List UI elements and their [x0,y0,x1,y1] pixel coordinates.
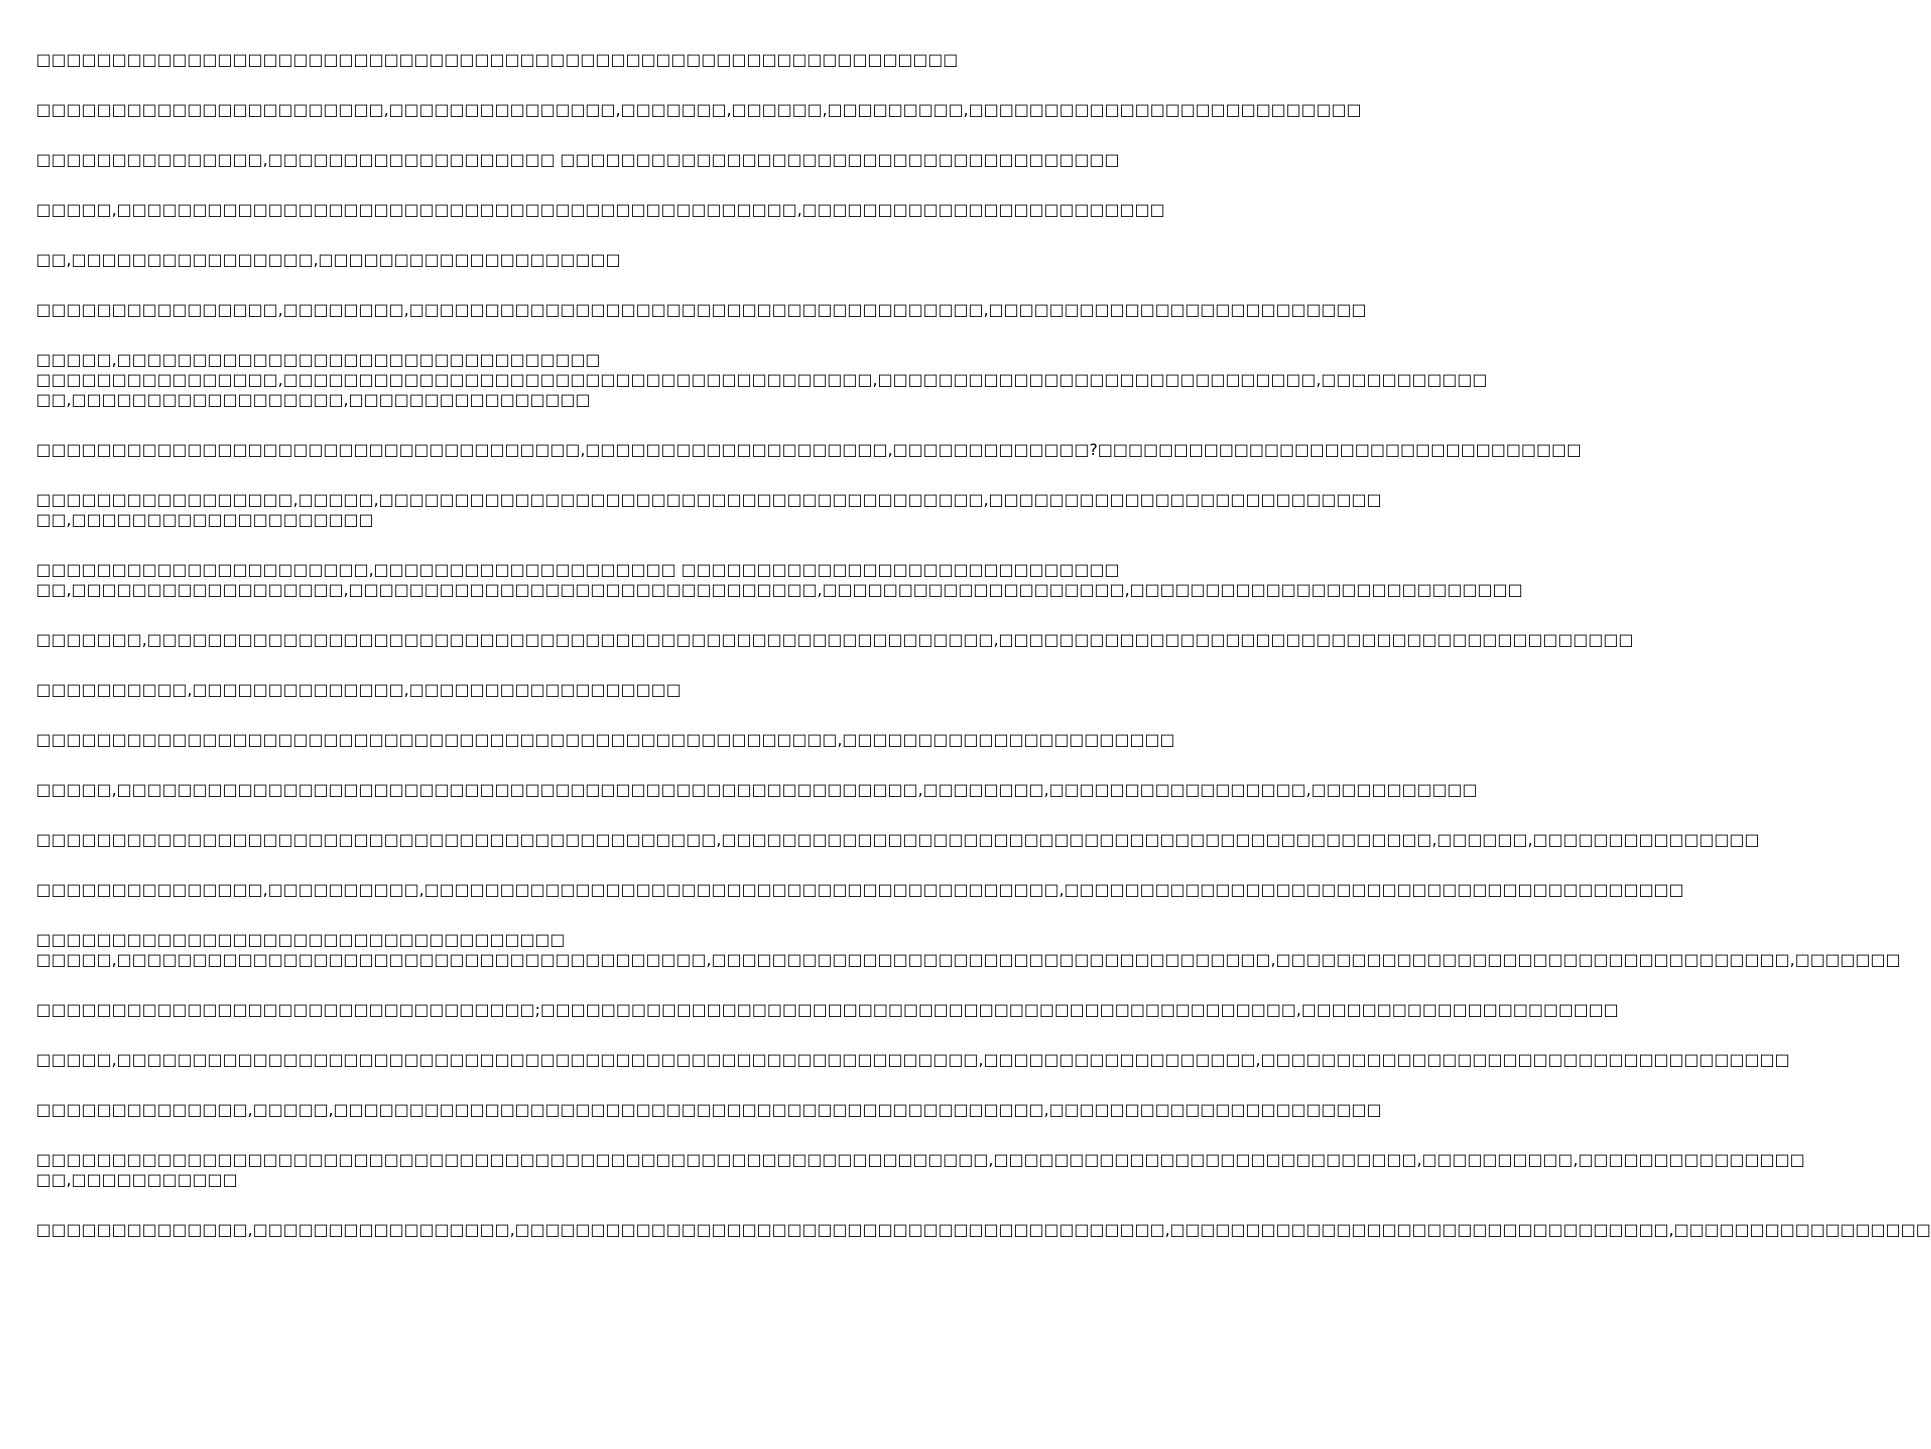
text-line: □□,□□□□□□□□□□□□□□□□□□,□□□□□□□□□□□□□□□□ [36,390,591,409]
text-paragraph [36,300,1367,320]
text-line: □□□□□,□□□□□□□□□□□□□□□□□□□□□□□□□□□□□□□□□□□□□□□□□□□□□,□□□□□□□□□□□□□□□□□□□□□□□□ [36,200,1165,219]
text-paragraph [36,50,990,70]
text-paragraph [36,1000,1619,1020]
text-line: □□,□□□□□□□□□□□□□□□□□□□□ [36,510,374,529]
text-line: □□,□□□□□□□□□□□□□□□□,□□□□□□□□□□□□□□□□□□□□ [36,250,621,269]
text-paragraph [36,880,1684,900]
text-line: □□□□□□□□□□□□□□□□□□□□□□□□□□□□□□□□□;□□□□□□□□□□□□□□□□□□□□□□□□□□□□□□□□□□□□□□□□□□□□□□□□□□,□□□□□□□□□□□□□□□□□□□□□ [36,1000,1619,1019]
text-line: □□□□□,□□□□□□□□□□□□□□□□□□□□□□□□□□□□□□□□ [36,350,601,369]
text-paragraph [36,830,1760,850]
text-line: □□□□□,□□□□□□□□□□□□□□□□□□□□□□□□□□□□□□□□□□□□□□□□□□□□□□□□□□□□□,□□□□□□□□,□□□□□□□□□□□□□□□□□,□□□□□□□□□□□ [36,780,1478,799]
text-line: □□□□□□□□□□□□□□□□□□□□□□□□□□□□□□□□□□□ [36,930,566,949]
text-paragraph [36,560,1523,600]
text-line: □□□□□□□□□□□□□□□□□□□□□□□□□□□□□□□□□□□□□□□□□□□□□□□□□□□□□□□□□□□□□□□,□□□□□□□□□□□□□□□□□□□□□□□□□□□□,□□□□□□□□□□,□□□□□□□□□□□□□□□ [36,1150,1805,1169]
text-line: □□□□□□□□□□□□□□□□□□□□□□□,□□□□□□□□□□□□□□□,□□□□□□□,□□□□□□,□□□□□□□□□,□□□□□□□□□□□□□□□□□□□□□□□□□□ [36,100,1362,119]
text-line: □□□□□□□□□□□□□□□□□□□□□□□□□□□□□□□□□□□□□□□□□□□□□□□□□□□□□□□□□□□□□ [36,50,959,69]
text-paragraph [36,150,1120,170]
text-paragraph [36,200,1165,220]
text-paragraph [36,680,990,700]
text-paragraph [36,780,1478,800]
text-paragraph [36,930,1901,970]
text-paragraph [36,1220,1931,1240]
text-line: □□□□□,□□□□□□□□□□□□□□□□□□□□□□□□□□□□□□□□□□□□□□□□□□□□□□□□□□□□□□□□□,□□□□□□□□□□□□□□□□□□,□□□□□□□□□□□□□□□□□□□□□□□□□□□□□□□□□□□ [36,1050,1790,1069]
text-paragraph [36,1100,1382,1120]
text-line: □□□□□□□□□□□□□□□□□□□□□□,□□□□□□□□□□□□□□□□□□□□ □□□□□□□□□□□□□□□□□□□□□□□□□□□□□ [36,560,1120,579]
text-line: □□,□□□□□□□□□□□ [36,1170,238,1189]
text-paragraph [36,1150,1805,1190]
text-paragraph [36,440,1582,460]
text-line: □□,□□□□□□□□□□□□□□□□□□,□□□□□□□□□□□□□□□□□□□□□□□□□□□□□□□,□□□□□□□□□□□□□□□□□□□□,□□□□□□□□□□□□□□□□□□□□□□□□□□ [36,580,1523,599]
text-line: □□□□□□□□□□□□□□,□□□□□,□□□□□□□□□□□□□□□□□□□□□□□□□□□□□□□□□□□□□□□□□□□□□□□,□□□□□□□□□□□□□□□□□□□□□□ [36,1100,1382,1119]
text-paragraph [36,490,1382,530]
document-body [36,50,1931,1270]
text-line: □□□□□□□□□□□□□□□□□,□□□□□,□□□□□□□□□□□□□□□□□□□□□□□□□□□□□□□□□□□□□□□□,□□□□□□□□□□□□□□□□□□□□□□□□□□ [36,490,1382,509]
text-line: □□□□□□□□□□□□□□□□,□□□□□□□□,□□□□□□□□□□□□□□□□□□□□□□□□□□□□□□□□□□□□□□,□□□□□□□□□□□□□□□□□□□□□□□□□ [36,300,1367,319]
text-line: □□□□□□□□□□□□□□,□□□□□□□□□□□□□□□□□,□□□□□□□□□□□□□□□□□□□□□□□□□□□□□□□□□□□□□□□□□□□,□□□□□□□□□□□□□□□□□□□□□□□□□□□□□□□□□,□□□□□□□□□□□□□□□□□ [36,1220,1931,1239]
text-line: □□□□□□□,□□□□□□□□□□□□□□□□□□□□□□□□□□□□□□□□□□□□□□□□□□□□□□□□□□□□□□□□,□□□□□□□□□□□□□□□□□□□□□□□□□□□□□□□□□□□□□□□□□□ [36,630,1634,649]
text-line: □□□□□□□□□□□□□□□□□□□□□□□□□□□□□□□□□□□□,□□□□□□□□□□□□□□□□□□□□,□□□□□□□□□□□□□?□□□□□□□□□□□□□□□□□□□□□□□□□□□□□□□□ [36,440,1582,459]
text-line: □□□□□□□□□□,□□□□□□□□□□□□□□,□□□□□□□□□□□□□□□□□□ [36,680,682,699]
text-paragraph [36,350,1488,410]
text-paragraph [36,250,990,270]
text-paragraph [36,1050,1790,1070]
text-line: □□□□□□□□□□□□□□□,□□□□□□□□□□,□□□□□□□□□□□□□□□□□□□□□□□□□□□□□□□□□□□□□□□□□□,□□□□□□□□□□□□□□□□□□□□□□□□□□□□□□□□□□□□□□□□□ [36,880,1684,899]
text-paragraph [36,730,1175,750]
text-paragraph [36,100,1362,120]
text-line: □□□□□□□□□□□□□□□□□□□□□□□□□□□□□□□□□□□□□□□□□□□□□,□□□□□□□□□□□□□□□□□□□□□□□□□□□□□□□□□□□□□□□□□□□□□□□,□□□□□□,□□□□□□□□□□□□□□□ [36,830,1760,849]
text-line: □□□□□□□□□□□□□□□□□□□□□□□□□□□□□□□□□□□□□□□□□□□□□□□□□□□□□,□□□□□□□□□□□□□□□□□□□□□□ [36,730,1175,749]
text-line: □□□□□□□□□□□□□□□□,□□□□□□□□□□□□□□□□□□□□□□□□□□□□□□□□□□□□□□□,□□□□□□□□□□□□□□□□□□□□□□□□□□□□□,□□□□□□□□□□□ [36,370,1488,389]
text-paragraph [36,630,1634,650]
text-line: □□□□□,□□□□□□□□□□□□□□□□□□□□□□□□□□□□□□□□□□□□□□□,□□□□□□□□□□□□□□□□□□□□□□□□□□□□□□□□□□□□□,□□□□□□□□□□□□□□□□□□□□□□□□□□□□□□□□□□,□□□□□□□ [36,950,1901,969]
text-line: □□□□□□□□□□□□□□□,□□□□□□□□□□□□□□□□□□□ □□□□□□□□□□□□□□□□□□□□□□□□□□□□□□□□□□□□□ [36,150,1120,169]
